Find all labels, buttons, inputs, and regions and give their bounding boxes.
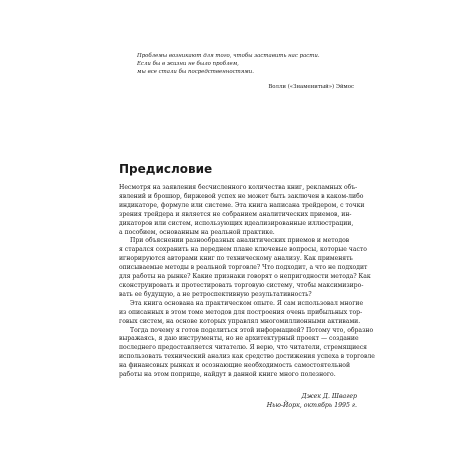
epigraph-line: мы все стали бы посредственностями. xyxy=(137,69,254,75)
signature xyxy=(200,392,357,410)
body-line: я старался сохранить на переднем плане ключевые вопросы, которые часто xyxy=(119,246,367,254)
epigraph xyxy=(137,52,357,76)
body-line: зрения трейдера и является не собранием аналитических приемов, ин- xyxy=(119,210,352,218)
body-line: явлений и брошюр, биржевой успех не может быть заключен в каком-либо xyxy=(119,192,364,200)
body-text xyxy=(119,184,375,380)
signature-place-date: Нью-Йорк, октябрь 1995 г. xyxy=(266,402,357,409)
body-line: а пособием, основанным на реальной практике. xyxy=(119,228,275,236)
epigraph-line: Проблемы возникают для того, чтобы заставить нас расти. xyxy=(137,53,320,59)
body-line: дикаторов или систем, использующих идеализированные иллюстрации, xyxy=(119,219,354,227)
body-line: Несмотря на заявления бесчисленного количества книг, рекламных объ- xyxy=(119,184,358,191)
body-line: При объяснении разнообразных аналитических приемов и методов xyxy=(130,237,350,245)
body-line: работы на этом поприще, найдут в данной книге много полезного. xyxy=(119,371,336,379)
body-line: описываемые методы в реальной торговле? Что подходит, а что не подходит xyxy=(119,264,368,272)
epigraph-line: Если бы в жизни не было проблем, xyxy=(137,61,239,67)
signature-name: Джек Д. Швагер xyxy=(301,393,357,400)
body-line: использовать технический анализ как средство достижения успеха в торговле xyxy=(119,353,375,361)
body-line: индикаторе, формуле или системе. Эта книга написана трейдером, с точки xyxy=(119,201,365,209)
body-line: вать ее будущую, а не ретроспективную результативность? xyxy=(119,290,312,298)
body-line: выражаясь, я даю инструменты, но не архитектурный проект — создание xyxy=(119,335,359,343)
body-line: говых систем, на основе которых управлял многомиллионными активами. xyxy=(119,317,361,325)
body-line: сконструировать и протестировать торговую систему, чтобы максимизиро- xyxy=(119,281,364,289)
body-line: игнорируются авторами книг по техническому анализу. Как применять xyxy=(119,255,353,263)
chapter-heading: Предисловие xyxy=(119,162,213,176)
body-line: для работы на рынке? Какие признаки говорят о непригодности метода? Как xyxy=(119,273,371,281)
body-line: из описанных в этом томе методов для построения очень прибыльных тор- xyxy=(119,308,363,316)
body-line: Тогда почему я готов поделиться этой информацией? Потому что, образно xyxy=(130,326,374,334)
body-line: Эта книга основана на практическом опыте. Я сам использовал многие xyxy=(130,299,364,307)
body-line: на финансовых рынках и осознающие необходимость самостоятельной xyxy=(119,362,351,370)
body-line: последнего предоставляется читателю. Я верю, что читатели, стремящиеся xyxy=(119,344,368,352)
epigraph-author: Волли («Знаменитый») Эймос xyxy=(268,84,354,90)
